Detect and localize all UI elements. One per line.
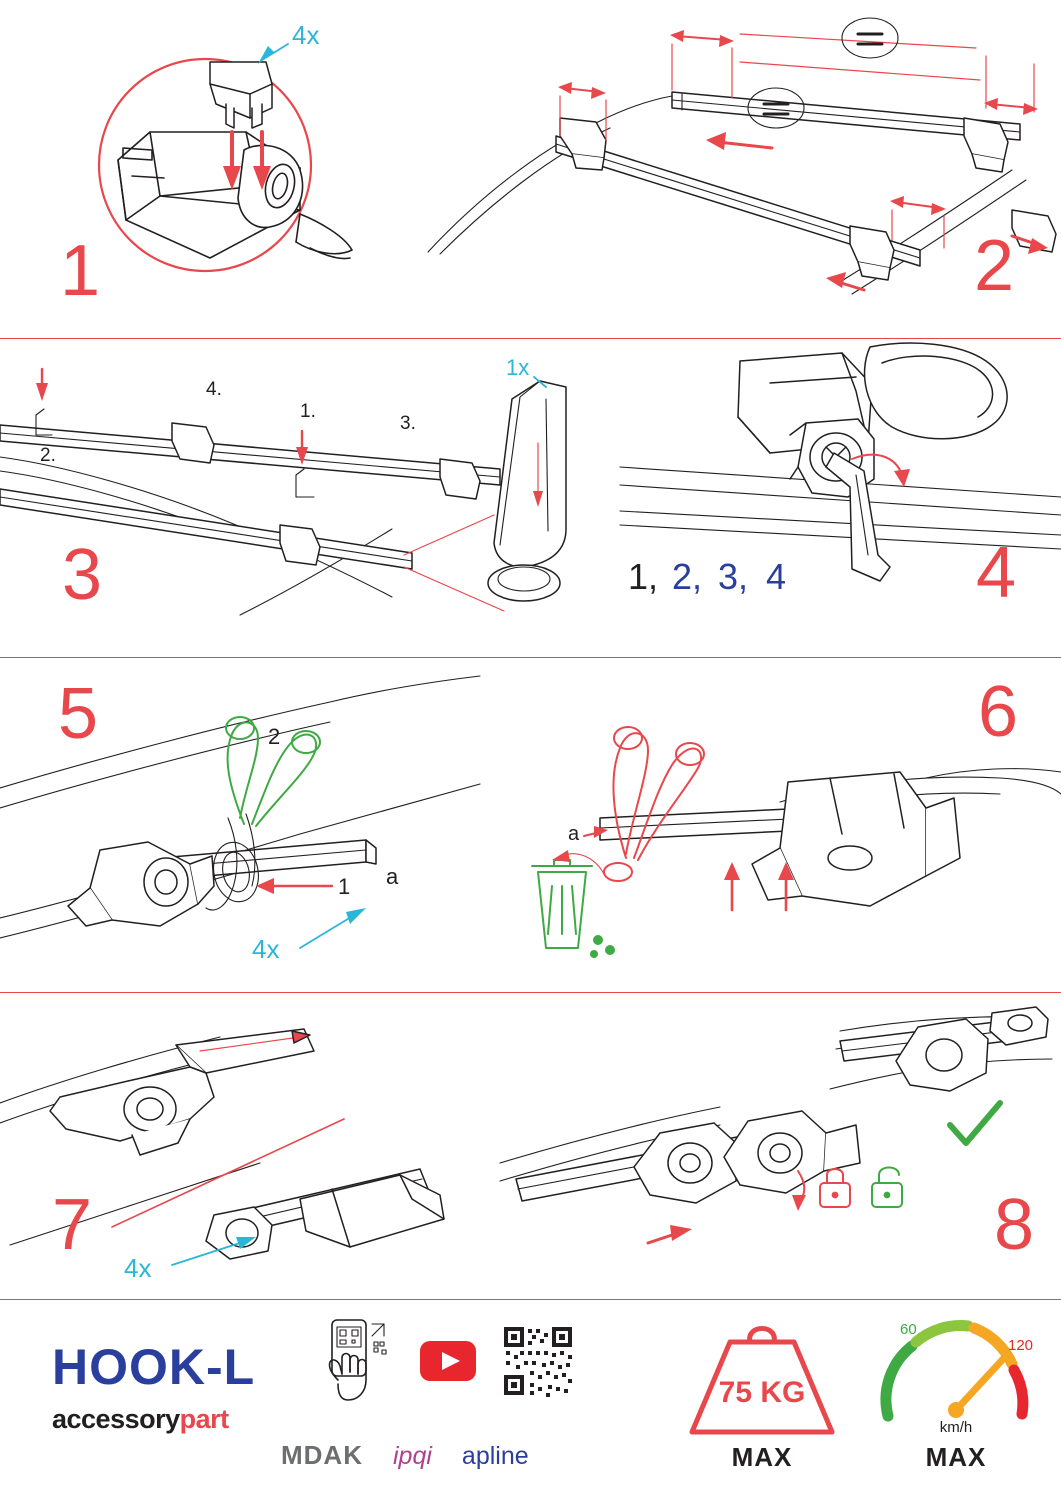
- bar-end-upper: [176, 1029, 314, 1073]
- step-4-panel: [620, 339, 1061, 657]
- step-6-panel: [480, 658, 1061, 992]
- brand-subtitle: [52, 1404, 255, 1435]
- step-2-panel: [420, 0, 1061, 338]
- equal-sign-upper: [842, 18, 898, 58]
- step-number-4: 4: [976, 533, 1015, 613]
- rack-foot-rear-left: [560, 118, 606, 170]
- end-cap-lower: [300, 1175, 444, 1247]
- load-limit-value: 75 KG: [718, 1376, 806, 1409]
- allen-key-tool: [826, 453, 890, 581]
- product-title: HOOK-L: [52, 1339, 256, 1395]
- speed-limit-caption: MAX: [925, 1442, 987, 1472]
- press-arrow-head: [670, 1225, 692, 1241]
- step-7-panel: [0, 993, 500, 1299]
- partner-ipqi: ipqi: [393, 1442, 432, 1470]
- roof-rail: [865, 343, 1008, 439]
- step-6-illustration: [480, 658, 1061, 992]
- speed-tick-120: 120: [1008, 1337, 1034, 1354]
- qr-scan-hand-icon[interactable]: [318, 1318, 394, 1404]
- rotate-arrow-head: [792, 1195, 806, 1211]
- quantity-leader-line: [300, 914, 356, 948]
- clamp-right: [724, 1111, 860, 1193]
- quantity-leader-arrow: [346, 908, 366, 924]
- step-1-panel: [0, 0, 420, 338]
- check-mark-icon: [950, 1103, 1000, 1143]
- step-number-6: 6: [978, 672, 1017, 752]
- partner-logos: [281, 1440, 529, 1471]
- label-order-2: 2.: [40, 445, 56, 466]
- label-a: a: [386, 864, 399, 889]
- step-number-1: 1: [60, 231, 99, 311]
- step-8-illustration: [500, 993, 1061, 1299]
- label-sequence-3: 3,: [718, 556, 749, 597]
- rack-foot-b: [440, 459, 480, 499]
- step-number-3: 3: [62, 535, 101, 615]
- footer-icons: [318, 1318, 574, 1404]
- step-number-5: 5: [58, 674, 97, 754]
- label-step-2: 2: [268, 724, 281, 749]
- label-order-1: 1.: [300, 401, 316, 422]
- weight-icon: [672, 1316, 852, 1438]
- step-number-8: 8: [994, 1185, 1033, 1265]
- speed-limit-block: [872, 1310, 1040, 1473]
- speed-unit: km/h: [939, 1419, 973, 1436]
- qr-code-icon[interactable]: [502, 1325, 574, 1397]
- step-5-panel: [0, 658, 480, 992]
- scissors-icon: [613, 727, 704, 860]
- rack-foot-c: [280, 525, 320, 565]
- unlocked-padlock-icon: [872, 1168, 902, 1208]
- clamp-top-right: [896, 1019, 988, 1091]
- step-number-2: 2: [974, 226, 1013, 306]
- step-3-panel: [0, 339, 620, 657]
- label-a: a: [568, 823, 580, 845]
- locked-padlock-icon: [820, 1169, 850, 1207]
- clamp-left: [634, 1123, 736, 1203]
- clamp-body-drawing: [238, 145, 352, 258]
- label-sequence-1: 1,: [628, 556, 659, 597]
- brand-name-red: part: [179, 1404, 229, 1434]
- speed-tick-60: 60: [900, 1321, 917, 1338]
- speedometer-icon: [872, 1310, 1040, 1438]
- roof-edge: [926, 769, 1061, 778]
- brand-block: [52, 1339, 256, 1435]
- label-4x: 4x: [292, 20, 320, 50]
- footer: [0, 1300, 1061, 1500]
- label-order-4: 4.: [206, 379, 222, 400]
- end-cap-detail: [488, 381, 566, 601]
- end-cap-part: [210, 62, 272, 128]
- step-number-7: 7: [52, 1185, 91, 1265]
- end-cap-top-right: [990, 1007, 1048, 1045]
- youtube-icon[interactable]: [420, 1341, 476, 1381]
- load-limit-block: [672, 1316, 852, 1473]
- step-2-illustration: [420, 0, 1061, 338]
- partner-apline: apline: [461, 1442, 529, 1470]
- label-order-3: 3.: [400, 413, 416, 434]
- label-sequence-4: 4: [766, 556, 787, 597]
- offcut-piece: [604, 863, 632, 881]
- label-sequence-2: 2,: [672, 556, 703, 597]
- rack-foot-rear-right: [964, 118, 1008, 172]
- label-4x: 4x: [124, 1253, 152, 1283]
- label-1x: 1x: [506, 355, 530, 380]
- crossbar-rear: [0, 425, 500, 485]
- insert-arrow: [256, 878, 332, 894]
- partner-mdak: MDAK: [281, 1440, 363, 1470]
- load-limit-caption: MAX: [731, 1442, 793, 1472]
- clamp-body: [752, 772, 960, 906]
- waste-bin-icon: [532, 860, 615, 958]
- label-step-1: 1: [338, 874, 351, 899]
- brand-name-black: accessory: [52, 1404, 180, 1434]
- step-8-panel: [500, 993, 1061, 1299]
- rack-foot-a: [172, 423, 214, 463]
- disposal-arrow: [552, 850, 570, 862]
- label-4x: 4x: [252, 934, 280, 964]
- clamp-upper: [50, 1067, 214, 1155]
